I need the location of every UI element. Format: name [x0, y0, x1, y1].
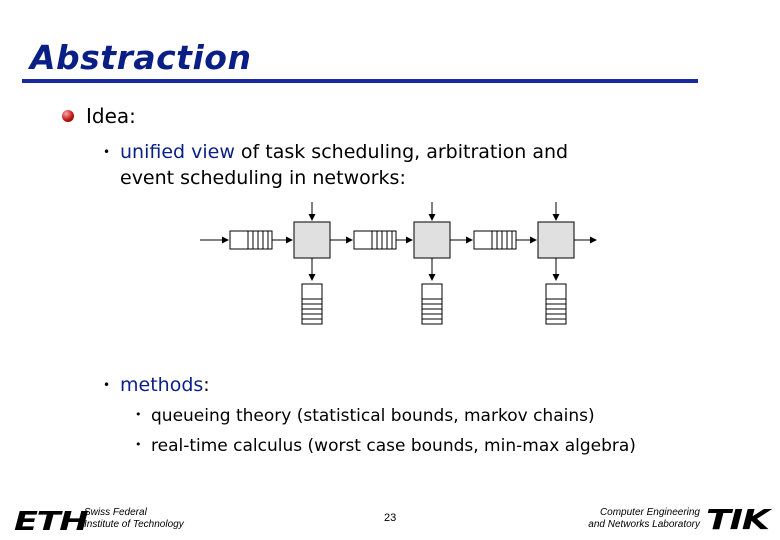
method-item: [135, 435, 731, 457]
processor-1: [294, 222, 330, 258]
method-text: real-time calculus (worst case bounds, min-max algebra): [151, 436, 636, 456]
eth-caption-line1: Swiss Federal: [84, 507, 147, 518]
main-bullet-text: Idea:: [86, 104, 136, 128]
title-underline: [22, 79, 698, 83]
eth-caption-line2: Institute of Technology: [84, 519, 184, 530]
sub-bullet-methods: [103, 372, 420, 398]
input-queue-1: [230, 231, 272, 249]
scheduling-diagram: [200, 200, 600, 330]
eth-logo: ETH: [14, 507, 88, 537]
processor-3: [538, 222, 574, 258]
unified-view-text: of task scheduling, arbitration and: [234, 141, 569, 163]
tik-logo: TIK: [706, 503, 769, 536]
methods-highlight: methods: [120, 374, 204, 396]
stage-3: [450, 202, 596, 324]
bullet-ball-icon: [62, 110, 74, 122]
method-item: [135, 405, 731, 427]
input-queue-3: [474, 231, 516, 249]
sub-bullet-dot-icon: •: [103, 145, 111, 159]
main-bullet: [62, 104, 136, 128]
output-buffer-3: [546, 284, 566, 324]
output-buffer-1: [302, 284, 322, 324]
method-text: queueing theory (statistical bounds, markov chains): [151, 406, 595, 426]
methods-suffix: :: [203, 374, 210, 396]
tik-caption: [560, 507, 700, 531]
sub-sub-bullet-dot-icon: •: [135, 408, 142, 421]
slide-title: Abstraction: [30, 38, 252, 77]
eth-caption: [84, 507, 184, 531]
stage-1: [200, 202, 330, 324]
tik-caption-line2: and Networks Laboratory: [588, 519, 700, 530]
stage-2: [330, 202, 450, 324]
page-number: 23: [384, 512, 397, 524]
tik-caption-line1: Computer Engineering: [599, 507, 700, 518]
sub-bullet-dot-icon: •: [103, 378, 111, 392]
sub-sub-bullet-dot-icon: •: [135, 438, 142, 451]
unified-view-highlight: unified view: [120, 141, 235, 163]
sub-bullet-unified-view: [103, 139, 720, 191]
input-queue-2: [354, 231, 396, 249]
unified-view-text-line2: event scheduling in networks:: [120, 167, 406, 189]
processor-2: [414, 222, 450, 258]
output-buffer-2: [422, 284, 442, 324]
